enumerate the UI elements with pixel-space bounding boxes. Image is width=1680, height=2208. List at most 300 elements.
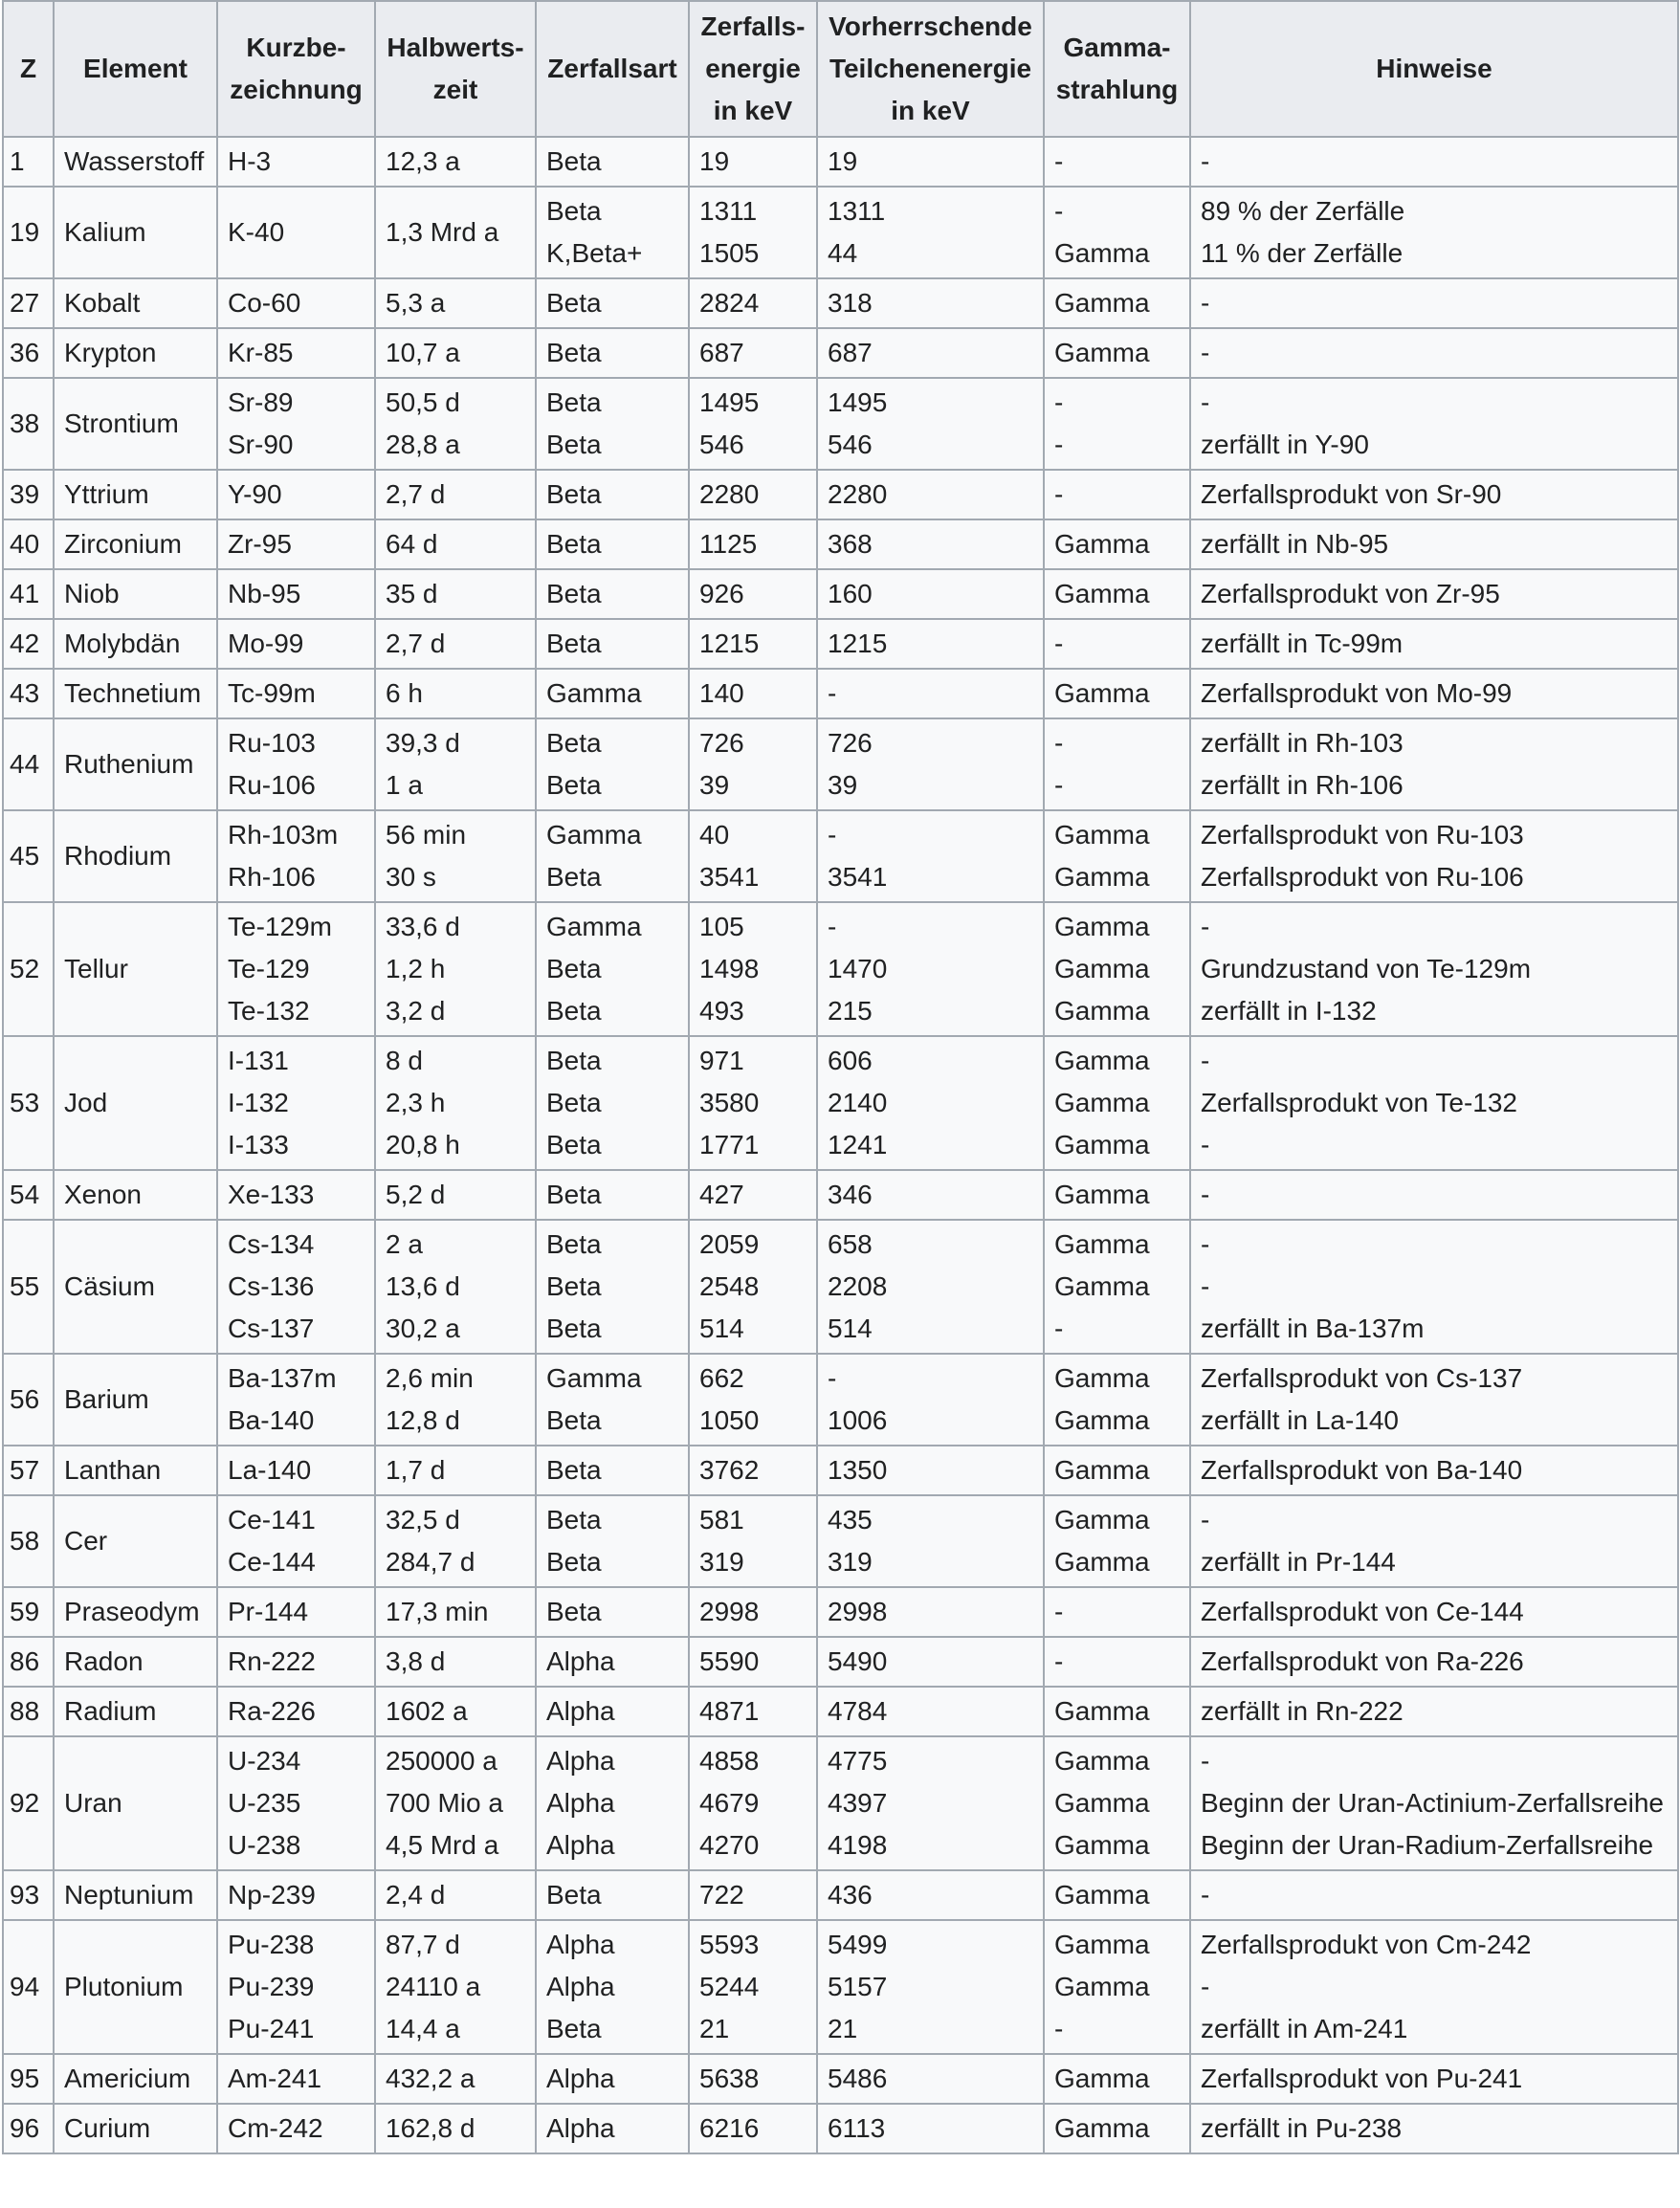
- cell-hinweis: [1190, 1170, 1678, 1220]
- cell-z: 54: [3, 1170, 54, 1220]
- cell-halbwertszeit: [375, 378, 536, 470]
- cell-element: Molybdän: [54, 619, 217, 669]
- cell-gammastrahlung-line: Gamma: [1054, 862, 1150, 892]
- cell-teilchenenergie: [817, 902, 1044, 1036]
- table-row: [3, 2054, 1678, 2104]
- cell-teilchenenergie-line: 3541: [828, 862, 888, 892]
- cell-teilchenenergie-line: 726: [828, 728, 873, 758]
- cell-halbwertszeit-line: 4,5 Mrd a: [386, 1830, 499, 1860]
- cell-gammastrahlung-line: -: [1054, 2014, 1064, 2043]
- header-kurzbezeichnung-line2: zeichnung: [230, 75, 363, 104]
- cell-gammastrahlung-line: -: [1054, 728, 1064, 758]
- cell-zerfallsenergie: [689, 1220, 817, 1354]
- cell-teilchenenergie: [817, 619, 1044, 669]
- cell-teilchenenergie: [817, 470, 1044, 519]
- cell-hinweis-line: Zerfallsprodukt von Pu-241: [1201, 2064, 1523, 2093]
- cell-kurzbezeichnung-line: Mo-99: [228, 629, 304, 658]
- cell-zerfallsenergie-line: 514: [699, 1314, 744, 1343]
- cell-hinweis-line: Beginn der Uran-Actinium-Zerfallsreihe: [1201, 1788, 1664, 1818]
- cell-zerfallsart-line: Beta: [546, 1505, 602, 1535]
- cell-kurzbezeichnung-line: Ra-226: [228, 1696, 316, 1726]
- cell-element: Zirconium: [54, 519, 217, 569]
- cell-halbwertszeit-line: 12,3 a: [386, 146, 460, 176]
- cell-zerfallsenergie: [689, 718, 817, 810]
- cell-hinweis: [1190, 1036, 1678, 1170]
- cell-hinweis-line: -: [1201, 338, 1210, 367]
- table-row: [3, 1870, 1678, 1920]
- cell-gammastrahlung-line: -: [1054, 146, 1064, 176]
- cell-element: Kalium: [54, 187, 217, 278]
- header-zerfallsenergie[interactable]: [689, 1, 817, 137]
- cell-zerfallsart-line: Beta: [546, 1455, 602, 1485]
- cell-halbwertszeit: [375, 278, 536, 328]
- cell-gammastrahlung-line: Gamma: [1054, 820, 1150, 850]
- cell-halbwertszeit-line: 50,5 d: [386, 387, 460, 417]
- cell-kurzbezeichnung: [217, 470, 375, 519]
- cell-hinweis-line: Zerfallsprodukt von Ba-140: [1201, 1455, 1523, 1485]
- cell-gammastrahlung-line: Gamma: [1054, 2064, 1150, 2093]
- cell-teilchenenergie: [817, 137, 1044, 187]
- cell-halbwertszeit-line: 3,2 d: [386, 996, 446, 1026]
- cell-zerfallsenergie-line: 2998: [699, 1597, 760, 1626]
- cell-halbwertszeit-line: 64 d: [386, 529, 438, 559]
- cell-gammastrahlung: [1044, 278, 1190, 328]
- cell-hinweis: [1190, 718, 1678, 810]
- cell-hinweis-line: zerfällt in Pr-144: [1201, 1547, 1396, 1577]
- cell-hinweis: [1190, 810, 1678, 902]
- header-zerfallsenergie-line3: in keV: [713, 96, 793, 125]
- cell-zerfallsart-line: Beta: [546, 629, 602, 658]
- cell-hinweis-line: -: [1201, 1972, 1210, 2001]
- cell-teilchenenergie-line: 1311: [828, 196, 886, 226]
- cell-gammastrahlung: [1044, 2104, 1190, 2153]
- cell-zerfallsart-line: Beta: [546, 196, 602, 226]
- cell-zerfallsenergie: [689, 1495, 817, 1587]
- cell-teilchenenergie-line: 514: [828, 1314, 873, 1343]
- cell-hinweis-line: zerfällt in Y-90: [1201, 430, 1369, 459]
- header-halbwertszeit-line1: Halbwerts-: [387, 33, 524, 62]
- cell-hinweis-line: Beginn der Uran-Radium-Zerfallsreihe: [1201, 1830, 1654, 1860]
- cell-kurzbezeichnung: [217, 1637, 375, 1687]
- cell-zerfallsenergie: [689, 519, 817, 569]
- cell-hinweis-line: -: [1201, 1130, 1210, 1159]
- cell-halbwertszeit: [375, 902, 536, 1036]
- cell-teilchenenergie: [817, 1687, 1044, 1736]
- cell-gammastrahlung: [1044, 1870, 1190, 1920]
- cell-kurzbezeichnung: [217, 2104, 375, 2153]
- cell-zerfallsenergie: [689, 569, 817, 619]
- cell-kurzbezeichnung: [217, 328, 375, 378]
- cell-element: Krypton: [54, 328, 217, 378]
- cell-zerfallsart-line: Alpha: [546, 1830, 615, 1860]
- table-row: [3, 1495, 1678, 1587]
- cell-zerfallsart-line: Beta: [546, 728, 602, 758]
- cell-zerfallsart-line: Beta: [546, 1405, 602, 1435]
- cell-zerfallsenergie-line: 4871: [699, 1696, 760, 1726]
- cell-zerfallsart-line: Alpha: [546, 2064, 615, 2093]
- cell-hinweis-line: -: [1201, 1046, 1210, 1075]
- cell-halbwertszeit: [375, 1736, 536, 1870]
- cell-hinweis-line: zerfällt in Nb-95: [1201, 529, 1389, 559]
- header-halbwertszeit[interactable]: [375, 1, 536, 137]
- cell-teilchenenergie-line: 160: [828, 579, 873, 608]
- cell-zerfallsart: [536, 1637, 689, 1687]
- cell-gammastrahlung-line: Gamma: [1054, 1746, 1150, 1776]
- cell-gammastrahlung: [1044, 1587, 1190, 1637]
- cell-teilchenenergie-line: 4784: [828, 1696, 888, 1726]
- cell-zerfallsenergie-line: 3580: [699, 1088, 760, 1117]
- header-zerfallsart[interactable]: Zerfallsart: [536, 1, 689, 137]
- cell-zerfallsart: [536, 1870, 689, 1920]
- cell-teilchenenergie-line: 658: [828, 1229, 873, 1259]
- cell-kurzbezeichnung-line: Ba-140: [228, 1405, 315, 1435]
- cell-gammastrahlung: [1044, 1637, 1190, 1687]
- cell-zerfallsart-line: Beta: [546, 2014, 602, 2043]
- cell-teilchenenergie: [817, 669, 1044, 718]
- cell-teilchenenergie-line: 2280: [828, 479, 888, 509]
- cell-zerfallsart-line: Beta: [546, 387, 602, 417]
- cell-zerfallsenergie: [689, 1587, 817, 1637]
- cell-teilchenenergie-line: 21: [828, 2014, 858, 2043]
- cell-teilchenenergie-line: 1350: [828, 1455, 888, 1485]
- cell-hinweis-line: zerfällt in Tc-99m: [1201, 629, 1404, 658]
- cell-teilchenenergie: [817, 328, 1044, 378]
- cell-zerfallsenergie-line: 3762: [699, 1455, 760, 1485]
- cell-hinweis-line: Zerfallsprodukt von Sr-90: [1201, 479, 1502, 509]
- cell-kurzbezeichnung-line: Pu-238: [228, 1930, 315, 1959]
- cell-element: Neptunium: [54, 1870, 217, 1920]
- cell-zerfallsart-line: Beta: [546, 1046, 602, 1075]
- cell-hinweis-line: zerfällt in I-132: [1201, 996, 1377, 1026]
- cell-teilchenenergie: [817, 1220, 1044, 1354]
- cell-halbwertszeit-line: 700 Mio a: [386, 1788, 503, 1818]
- cell-kurzbezeichnung: [217, 810, 375, 902]
- cell-element: Tellur: [54, 902, 217, 1036]
- cell-halbwertszeit-line: 33,6 d: [386, 912, 460, 941]
- cell-teilchenenergie-line: 5157: [828, 1972, 888, 2001]
- cell-teilchenenergie-line: 1495: [828, 387, 888, 417]
- cell-halbwertszeit: 1,3 Mrd a: [375, 187, 536, 278]
- cell-kurzbezeichnung: [217, 1036, 375, 1170]
- cell-zerfallsart: [536, 1220, 689, 1354]
- cell-z: 88: [3, 1687, 54, 1736]
- cell-gammastrahlung-line: Gamma: [1054, 912, 1150, 941]
- cell-zerfallsart: [536, 1687, 689, 1736]
- header-z[interactable]: Z: [3, 1, 54, 137]
- cell-gammastrahlung: [1044, 569, 1190, 619]
- cell-gammastrahlung: [1044, 1220, 1190, 1354]
- cell-kurzbezeichnung: [217, 1495, 375, 1587]
- cell-hinweis: [1190, 569, 1678, 619]
- cell-z: 86: [3, 1637, 54, 1687]
- cell-gammastrahlung-line: -: [1054, 479, 1064, 509]
- cell-zerfallsart: [536, 2104, 689, 2153]
- cell-hinweis: [1190, 1220, 1678, 1354]
- cell-gammastrahlung: [1044, 718, 1190, 810]
- cell-kurzbezeichnung-line: Cs-136: [228, 1271, 315, 1301]
- header-hinweise[interactable]: Hinweise: [1190, 1, 1678, 137]
- cell-gammastrahlung-line: -: [1054, 1646, 1064, 1676]
- cell-zerfallsenergie-line: 427: [699, 1180, 744, 1209]
- cell-element: Americium: [54, 2054, 217, 2104]
- cell-halbwertszeit-line: 32,5 d: [386, 1505, 460, 1535]
- cell-gammastrahlung: [1044, 1354, 1190, 1446]
- cell-gammastrahlung-line: Gamma: [1054, 1229, 1150, 1259]
- cell-zerfallsart-line: Beta: [546, 996, 602, 1026]
- cell-zerfallsart: [536, 137, 689, 187]
- cell-gammastrahlung-line: Gamma: [1054, 1788, 1150, 1818]
- cell-z: 19: [3, 187, 54, 278]
- cell-kurzbezeichnung: [217, 619, 375, 669]
- cell-element: Yttrium: [54, 470, 217, 519]
- cell-z: 27: [3, 278, 54, 328]
- cell-kurzbezeichnung-line: Am-241: [228, 2064, 322, 2093]
- cell-kurzbezeichnung-line: I-133: [228, 1130, 289, 1159]
- cell-element: Rhodium: [54, 810, 217, 902]
- cell-gammastrahlung: [1044, 137, 1190, 187]
- cell-hinweis-line: Zerfallsprodukt von Te-132: [1201, 1088, 1517, 1117]
- cell-zerfallsenergie-line: 726: [699, 728, 744, 758]
- cell-gammastrahlung-line: Gamma: [1054, 1830, 1150, 1860]
- cell-zerfallsenergie-line: 1311: [699, 196, 758, 226]
- cell-z: 1: [3, 137, 54, 187]
- cell-gammastrahlung: [1044, 187, 1190, 278]
- cell-zerfallsenergie-line: 105: [699, 912, 744, 941]
- cell-halbwertszeit: [375, 328, 536, 378]
- cell-teilchenenergie: [817, 569, 1044, 619]
- cell-zerfallsenergie-line: 1050: [699, 1405, 760, 1435]
- cell-zerfallsart-line: Beta: [546, 1547, 602, 1577]
- cell-hinweis: [1190, 2054, 1678, 2104]
- cell-hinweis: [1190, 187, 1678, 278]
- cell-kurzbezeichnung-line: Np-239: [228, 1880, 316, 1910]
- cell-teilchenenergie-line: 368: [828, 529, 873, 559]
- cell-gammastrahlung: [1044, 328, 1190, 378]
- cell-kurzbezeichnung: [217, 1687, 375, 1736]
- table-row: [3, 2104, 1678, 2153]
- cell-kurzbezeichnung-line: Rh-103m: [228, 820, 339, 850]
- cell-element: Ruthenium: [54, 718, 217, 810]
- cell-halbwertszeit-line: 87,7 d: [386, 1930, 460, 1959]
- cell-hinweis-line: -: [1201, 1880, 1210, 1910]
- cell-zerfallsart-line: Beta: [546, 1597, 602, 1626]
- cell-zerfallsart: [536, 328, 689, 378]
- cell-hinweis-line: -: [1201, 1505, 1210, 1535]
- cell-gammastrahlung: [1044, 1495, 1190, 1587]
- cell-element: Kobalt: [54, 278, 217, 328]
- cell-kurzbezeichnung-line: Y-90: [228, 479, 282, 509]
- cell-gammastrahlung: [1044, 619, 1190, 669]
- cell-gammastrahlung-line: Gamma: [1054, 579, 1150, 608]
- cell-kurzbezeichnung: [217, 1920, 375, 2054]
- cell-element: Technetium: [54, 669, 217, 718]
- cell-halbwertszeit: [375, 1170, 536, 1220]
- cell-zerfallsenergie-line: 722: [699, 1880, 744, 1910]
- cell-halbwertszeit: [375, 519, 536, 569]
- cell-kurzbezeichnung: [217, 378, 375, 470]
- cell-zerfallsenergie-line: 1771: [699, 1130, 760, 1159]
- cell-zerfallsart: [536, 718, 689, 810]
- cell-teilchenenergie: [817, 718, 1044, 810]
- cell-halbwertszeit: [375, 718, 536, 810]
- cell-teilchenenergie-line: 606: [828, 1046, 873, 1075]
- cell-halbwertszeit-line: 13,6 d: [386, 1271, 460, 1301]
- cell-zerfallsenergie: [689, 1354, 817, 1446]
- cell-halbwertszeit-line: 30 s: [386, 862, 436, 892]
- cell-zerfallsart: [536, 1036, 689, 1170]
- cell-zerfallsenergie-line: 2280: [699, 479, 760, 509]
- cell-halbwertszeit-line: 162,8 d: [386, 2113, 475, 2143]
- cell-zerfallsart-line: Gamma: [546, 912, 642, 941]
- cell-halbwertszeit-line: 2,7 d: [386, 629, 446, 658]
- cell-kurzbezeichnung-line: Ru-103: [228, 728, 316, 758]
- cell-gammastrahlung-line: Gamma: [1054, 1130, 1150, 1159]
- cell-kurzbezeichnung-line: Ru-106: [228, 770, 316, 800]
- cell-teilchenenergie-line: 39: [828, 770, 858, 800]
- cell-teilchenenergie: [817, 1036, 1044, 1170]
- cell-halbwertszeit: [375, 470, 536, 519]
- cell-zerfallsart: [536, 810, 689, 902]
- cell-halbwertszeit: [375, 1220, 536, 1354]
- cell-element: Xenon: [54, 1170, 217, 1220]
- cell-halbwertszeit-line: 432,2 a: [386, 2064, 475, 2093]
- header-kurzbezeichnung-line1: Kurzbe-: [246, 33, 346, 62]
- cell-kurzbezeichnung: [217, 137, 375, 187]
- cell-hinweis-line: Zerfallsprodukt von Cm-242: [1201, 1930, 1532, 1959]
- cell-gammastrahlung: [1044, 1170, 1190, 1220]
- cell-z: 39: [3, 470, 54, 519]
- cell-element: Radon: [54, 1637, 217, 1687]
- cell-gammastrahlung-line: Gamma: [1054, 996, 1150, 1026]
- table-row: [3, 1587, 1678, 1637]
- cell-gammastrahlung-line: Gamma: [1054, 1547, 1150, 1577]
- cell-zerfallsenergie-line: 2824: [699, 288, 760, 318]
- cell-hinweis: [1190, 1687, 1678, 1736]
- cell-zerfallsart: [536, 1495, 689, 1587]
- cell-zerfallsart: [536, 1446, 689, 1495]
- header-teilchenenergie-line1: Vorherrschende: [829, 11, 1032, 41]
- cell-gammastrahlung-line: Gamma: [1054, 1180, 1150, 1209]
- cell-halbwertszeit: [375, 1637, 536, 1687]
- cell-hinweis-line: Zerfallsprodukt von Cs-137: [1201, 1363, 1523, 1393]
- cell-teilchenenergie-line: 1470: [828, 954, 888, 983]
- cell-zerfallsart-line: Beta: [546, 1088, 602, 1117]
- cell-zerfallsenergie-line: 21: [699, 2014, 730, 2043]
- cell-zerfallsart-line: Beta: [546, 288, 602, 318]
- cell-kurzbezeichnung-line: Te-132: [228, 996, 310, 1026]
- cell-zerfallsart: [536, 2054, 689, 2104]
- cell-hinweis: [1190, 1736, 1678, 1870]
- cell-zerfallsart-line: Beta: [546, 338, 602, 367]
- cell-zerfallsenergie-line: 687: [699, 338, 744, 367]
- cell-zerfallsenergie: [689, 1687, 817, 1736]
- cell-zerfallsenergie-line: 4679: [699, 1788, 760, 1818]
- table-row: [3, 1687, 1678, 1736]
- cell-kurzbezeichnung: [217, 2054, 375, 2104]
- cell-hinweis: [1190, 1446, 1678, 1495]
- cell-teilchenenergie: [817, 278, 1044, 328]
- cell-zerfallsenergie-line: 319: [699, 1547, 744, 1577]
- header-teilchenenergie-line2: Teilchenenergie: [829, 54, 1032, 83]
- cell-gammastrahlung-line: -: [1054, 387, 1064, 417]
- cell-teilchenenergie-line: 4198: [828, 1830, 888, 1860]
- cell-hinweis: [1190, 519, 1678, 569]
- cell-zerfallsart: [536, 187, 689, 278]
- cell-hinweis-line: -: [1201, 912, 1210, 941]
- cell-halbwertszeit-line: 1602 a: [386, 1696, 468, 1726]
- cell-halbwertszeit: [375, 2054, 536, 2104]
- cell-halbwertszeit-line: 35 d: [386, 579, 438, 608]
- cell-teilchenenergie-line: 546: [828, 430, 873, 459]
- cell-gammastrahlung-line: Gamma: [1054, 1505, 1150, 1535]
- cell-zerfallsenergie-line: 2548: [699, 1271, 760, 1301]
- isotope-table: [2, 0, 1679, 2154]
- cell-zerfallsenergie-line: 4270: [699, 1830, 760, 1860]
- cell-z: 59: [3, 1587, 54, 1637]
- cell-zerfallsart: [536, 1354, 689, 1446]
- cell-teilchenenergie: [817, 1354, 1044, 1446]
- header-element[interactable]: Element: [54, 1, 217, 137]
- cell-kurzbezeichnung-line: U-235: [228, 1788, 301, 1818]
- cell-teilchenenergie-line: 1006: [828, 1405, 888, 1435]
- cell-kurzbezeichnung-line: Cs-134: [228, 1229, 315, 1259]
- cell-zerfallsart: [536, 569, 689, 619]
- cell-gammastrahlung-line: Gamma: [1054, 1930, 1150, 1959]
- cell-halbwertszeit: [375, 810, 536, 902]
- table-body: [3, 137, 1678, 2153]
- cell-kurzbezeichnung: [217, 519, 375, 569]
- cell-hinweis: [1190, 1637, 1678, 1687]
- cell-zerfallsenergie-line: 5244: [699, 1972, 760, 2001]
- cell-halbwertszeit: [375, 569, 536, 619]
- cell-kurzbezeichnung: [217, 1220, 375, 1354]
- cell-zerfallsenergie-line: 5593: [699, 1930, 760, 1959]
- cell-kurzbezeichnung-line: I-132: [228, 1088, 289, 1117]
- header-gammastrahlung[interactable]: [1044, 1, 1190, 137]
- cell-teilchenenergie: [817, 1920, 1044, 2054]
- cell-hinweis-line: Zerfallsprodukt von Zr-95: [1201, 579, 1500, 608]
- header-teilchenenergie[interactable]: [817, 1, 1044, 137]
- cell-halbwertszeit: [375, 1587, 536, 1637]
- cell-halbwertszeit-line: 30,2 a: [386, 1314, 460, 1343]
- cell-hinweis-line: Zerfallsprodukt von Ce-144: [1201, 1597, 1524, 1626]
- cell-gammastrahlung-line: Gamma: [1054, 1363, 1150, 1393]
- cell-zerfallsenergie-line: 926: [699, 579, 744, 608]
- table-row: [3, 1920, 1678, 2054]
- header-kurzbezeichnung[interactable]: [217, 1, 375, 137]
- cell-z: 56: [3, 1354, 54, 1446]
- cell-element: Uran: [54, 1736, 217, 1870]
- cell-halbwertszeit-line: 5,3 a: [386, 288, 446, 318]
- table-row: [3, 1736, 1678, 1870]
- cell-kurzbezeichnung-line: H-3: [228, 146, 272, 176]
- cell-z: 38: [3, 378, 54, 470]
- cell-gammastrahlung-line: Gamma: [1054, 1696, 1150, 1726]
- cell-element: Jod: [54, 1036, 217, 1170]
- cell-kurzbezeichnung: [217, 1870, 375, 1920]
- cell-zerfallsenergie-line: 5590: [699, 1646, 760, 1676]
- cell-teilchenenergie-line: 6113: [828, 2113, 886, 2143]
- cell-halbwertszeit-line: 1,2 h: [386, 954, 446, 983]
- cell-zerfallsenergie-line: 3541: [699, 862, 760, 892]
- cell-teilchenenergie-line: 5490: [828, 1646, 888, 1676]
- cell-teilchenenergie: [817, 1446, 1044, 1495]
- cell-teilchenenergie-line: 215: [828, 996, 873, 1026]
- cell-zerfallsenergie-line: 4858: [699, 1746, 760, 1776]
- cell-zerfallsart-line: Gamma: [546, 820, 642, 850]
- table-row: [3, 810, 1678, 902]
- cell-zerfallsenergie-line: 546: [699, 430, 744, 459]
